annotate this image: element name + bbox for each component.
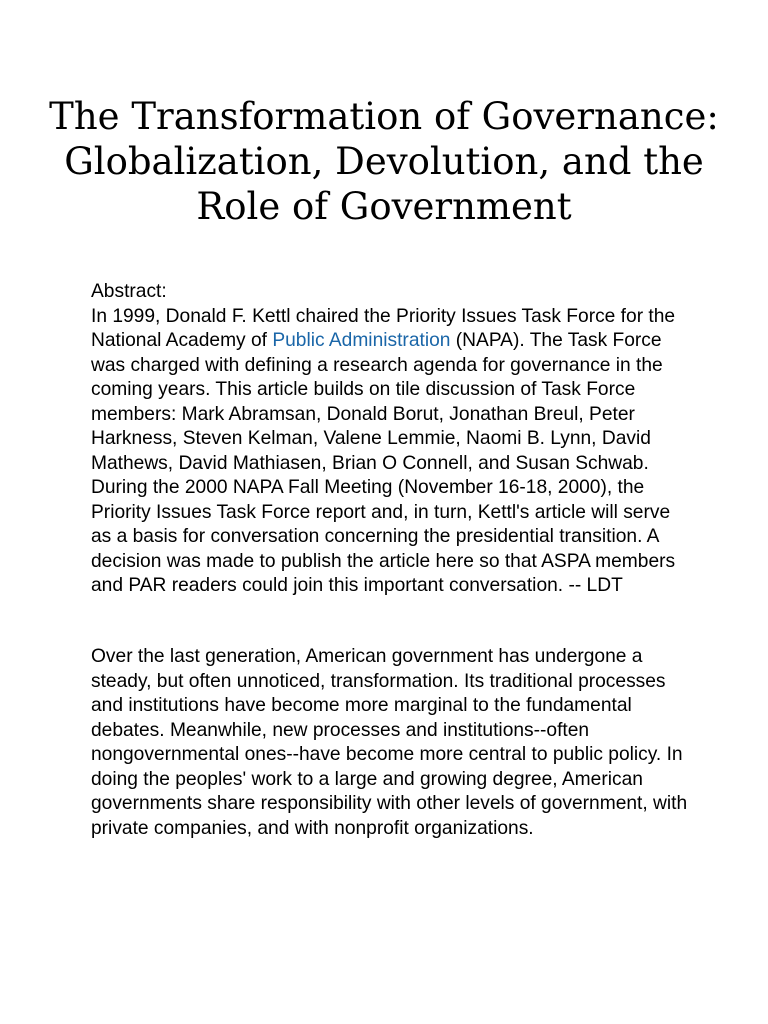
abstract-body-rest: (NAPA). The Task Force was charged with defining a research agenda for governance in the coming years. This article builds on tile discussion of Task Force members: Mark Abramsan, Donald Borut, Jonathan Breul, Peter Harkness, Steven Kelman, Valene Lemmie, Naomi B. Lynn, David Mathews, David Mathiasen, Brian O Connell, and Susan Schwab. During the 2000 NAPA Fall Meeting (November 16-18, 2000), the Priority Issues Task Force report and, in turn, Kettl's article will serve as a basis for conversation concerning the presidential transition. A decision was made to publish the article here so that ASPA members and PAR readers could join this important conversation. -- LDT bbox=[91, 330, 676, 596]
body-paragraph-section bbox=[91, 645, 691, 841]
abstract-body-start: In 1999, Donald F. Kettl chaired the Priority Issues Task Force for the National Academy of bbox=[91, 305, 676, 351]
document-title: The Transformation of Governance: Globalization, Devolution, and the Role of Government bbox=[49, 95, 719, 228]
public-administration-link[interactable]: Public Administration bbox=[272, 330, 451, 351]
abstract-text bbox=[91, 280, 691, 599]
body-paragraph: Over the last generation, American government has undergone a steady, but often unnoticed, transformation. Its traditional processes and institutions have become more marginal to the fundamental debates. Meanwhile, new processes and institutions--often nongovernmental ones--have become more central to public policy. In doing the peoples' work to a large and growing degree, American governments share responsibility with other levels of government, with private companies, and with nonprofit organizations. bbox=[91, 646, 688, 839]
abstract-section bbox=[91, 280, 691, 599]
abstract-label: Abstract: bbox=[91, 281, 167, 302]
